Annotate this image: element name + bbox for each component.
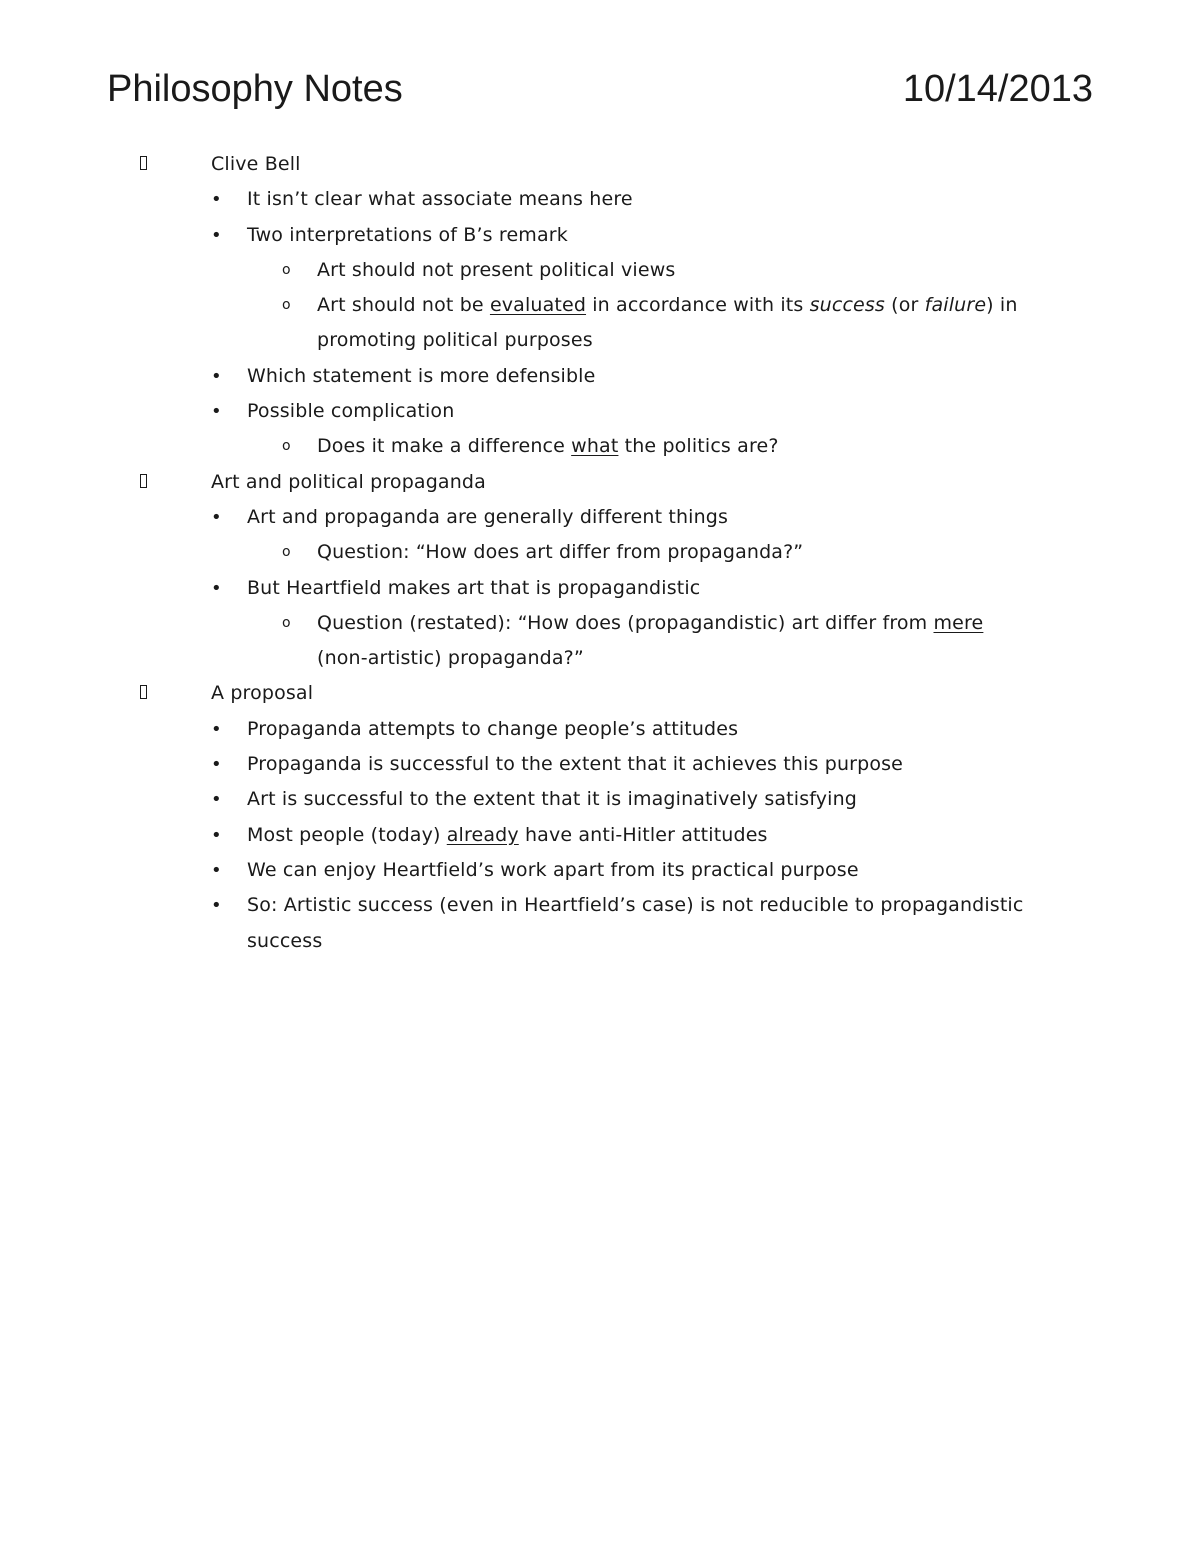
list-item-text: Propaganda is successful to the extent that it achieves this purpose (247, 753, 903, 776)
text-run: have anti-Hitler attitudes (518, 823, 768, 846)
italic-text: failure (924, 294, 987, 317)
circle-bullet-icon: o (282, 297, 291, 314)
underlined-text: what (571, 435, 619, 458)
bullet-icon: • (211, 189, 222, 211)
text-run: ) in (986, 294, 1018, 317)
section-heading (0, 465, 1200, 500)
bullet-icon: • (211, 718, 222, 740)
page-date: 10/14/2013 (902, 68, 1093, 110)
text-run: Art should not be (317, 294, 490, 317)
underlined-text: already (446, 823, 519, 846)
list-item-text (247, 818, 768, 853)
bullet-icon: • (211, 365, 222, 387)
square-bullet-icon (140, 147, 147, 182)
list-item (0, 782, 1200, 817)
text-run: (or (884, 294, 925, 317)
section-heading (0, 676, 1200, 711)
square-bullet-icon (140, 676, 147, 711)
notes-outline (0, 147, 1200, 959)
bullet-icon: • (211, 577, 222, 599)
underlined-text: evaluated (489, 294, 587, 317)
text-run: Question (restated): “How does (propagandistic) art differ from (317, 611, 934, 634)
list-item (0, 218, 1200, 253)
list-item-text: Propaganda attempts to change people’s attitudes (247, 717, 739, 740)
sub-list-item-text: Art should not present political views (317, 258, 676, 281)
list-item (0, 571, 1200, 606)
sub-list-item (0, 288, 1200, 323)
bullet-icon: • (211, 895, 222, 917)
bullet-icon: • (211, 224, 222, 246)
section-heading-text: Clive Bell (211, 153, 301, 175)
list-item (0, 500, 1200, 535)
sub-list-item-text (317, 606, 983, 641)
list-item (0, 853, 1200, 888)
italic-text: success (809, 294, 885, 317)
text-run: in accordance with its (586, 294, 810, 317)
list-item-text: It isn’t clear what associate means here (247, 188, 633, 211)
circle-bullet-icon: o (282, 614, 291, 631)
list-item (0, 359, 1200, 394)
list-item-text: Possible complication (247, 400, 455, 423)
circle-bullet-icon: o (282, 438, 291, 455)
sub-list-item (0, 253, 1200, 288)
bullet-icon: • (211, 859, 222, 881)
sub-list-item-continuation (0, 641, 1200, 676)
bullet-icon: • (211, 789, 222, 811)
list-item (0, 712, 1200, 747)
bullet-icon: • (211, 401, 222, 423)
list-item (0, 818, 1200, 853)
section-heading-text: Art and political propaganda (211, 470, 486, 493)
underlined-text: mere (933, 611, 984, 634)
text-run: Does it make a difference (317, 435, 572, 458)
sub-list-item-text (317, 288, 1018, 323)
list-item-text: Art is successful to the extent that it is imaginatively satisfying (247, 788, 857, 811)
text-run: Most people (today) (247, 823, 447, 846)
list-item-text: success (247, 929, 323, 952)
bullet-icon: • (211, 754, 222, 776)
sub-list-item-text: promoting political purposes (317, 329, 593, 352)
page-title: Philosophy Notes (107, 68, 403, 110)
sub-list-item-text: (non-artistic) propaganda?” (317, 647, 584, 670)
list-item (0, 182, 1200, 217)
bullet-icon: • (211, 506, 222, 528)
list-item-text: Art and propaganda are generally different things (247, 505, 729, 528)
list-item-continuation (0, 924, 1200, 959)
sub-list-item (0, 429, 1200, 464)
sub-list-item-text: Question: “How does art differ from propaganda?” (317, 541, 804, 564)
bullet-icon: • (211, 824, 222, 846)
page-header (107, 68, 1093, 124)
section-heading (0, 147, 1200, 182)
list-item (0, 747, 1200, 782)
list-item-text: But Heartfield makes art that is propagandistic (247, 576, 701, 599)
sub-list-item-continuation (0, 323, 1200, 358)
list-item (0, 394, 1200, 429)
sub-list-item (0, 606, 1200, 641)
circle-bullet-icon: o (282, 261, 291, 278)
circle-bullet-icon: o (282, 544, 291, 561)
list-item-text: We can enjoy Heartfield’s work apart from its practical purpose (247, 858, 859, 881)
list-item-text: Two interpretations of B’s remark (247, 223, 568, 246)
sub-list-item-text (317, 429, 779, 464)
text-run: the politics are? (618, 435, 779, 458)
section-heading-text: A proposal (211, 682, 314, 705)
list-item-text: Which statement is more defensible (247, 364, 596, 387)
square-bullet-icon (140, 465, 147, 500)
sub-list-item (0, 535, 1200, 570)
list-item-text: So: Artistic success (even in Heartfield’s case) is not reducible to propagandistic (247, 894, 1024, 917)
list-item (0, 888, 1200, 923)
